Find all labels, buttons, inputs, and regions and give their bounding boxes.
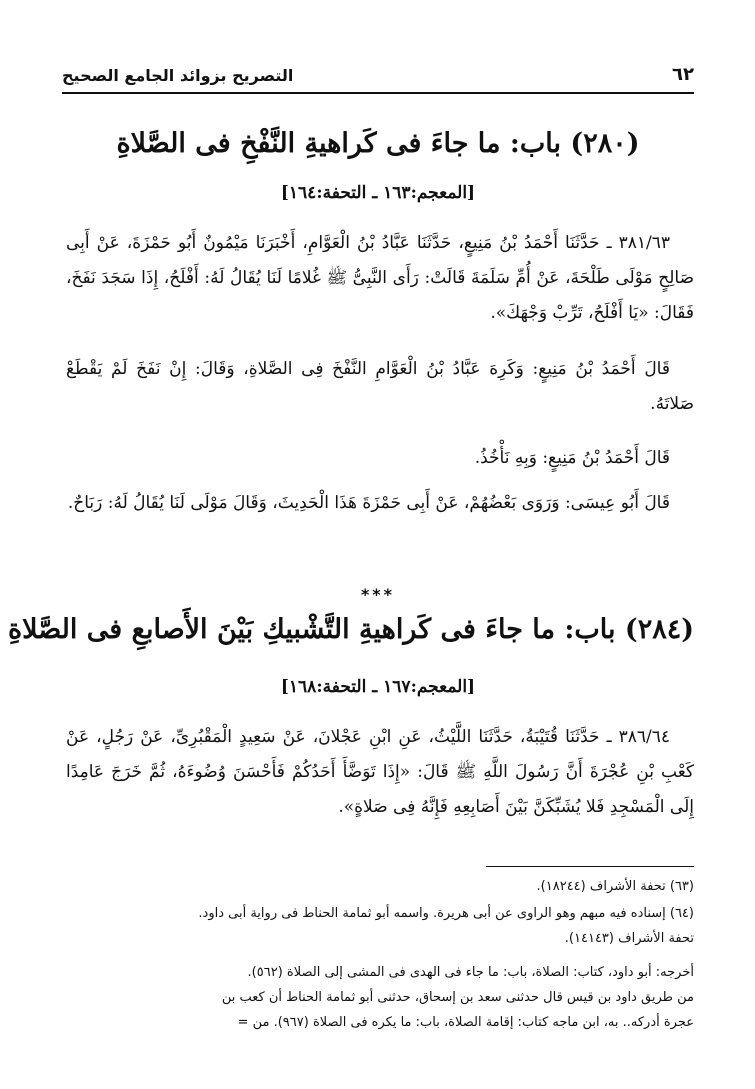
running-header <box>62 62 694 92</box>
footnote-64-line-2: تحفة الأشراف (١٤١٤٣). <box>564 931 694 946</box>
section-separator: *** <box>360 585 396 604</box>
page-number: ٦٢ <box>672 64 694 85</box>
chapter-heading-284: (٢٨٤) باب: ما جاءَ فى كَراهيةِ التَّشْبيكِ بَيْنَ الأَصابعِ فى الصَّلاةِ <box>8 614 694 645</box>
footnote-64-line-3: أخرجه: أبو داود، كتاب: الصلاة، باب: ما جاء فى الهدى فى المشى إلى الصلاة (٥٦٢). <box>247 965 694 980</box>
reference-line-284: [المعجم:١٦٧ ـ التحفة:١٦٨] <box>280 677 476 697</box>
hadith-386: ٣٨٦/٦٤ ـ حَدَّثَنَا قُتَيْبَةُ، حَدَّثَنَا اللَّيْثُ، عَنِ ابْنِ عَجْلانَ، عَنْ سَعِيدٍ الْمَقْبُرِىِّ، عَنْ رَجُلٍ، عَنْ كَعْبِ بْنِ عُجْرَةَ أَنَّ رَسُولَ اللَّهِ ﷺ قَالَ: «إِذَا تَوَضَّأَ أَحَدُكُمْ فَأَحْسَنَ وُضُوءَهُ، ثُمَّ خَرَجَ عَامِدًا إِلَى الْمَسْجِدِ فَلا يُشَبِّكَنَّ بَيْنَ أَصَابِعِهِ فَإِنَّهُ فِى صَلاةٍ». <box>66 727 694 817</box>
header-rule <box>62 92 694 94</box>
reference-line-280: [المعجم:١٦٣ ـ التحفة:١٦٤] <box>280 183 476 203</box>
footnote-64-line-4: من طريق داود بن قيس قال حدثنى سعد بن إسحاق، حدثنى أبو ثمامة الحناط أن كعب بن <box>221 990 694 1005</box>
comment-ahmad-2: قَالَ أَحْمَدُ بْنُ مَنِيعٍ: وَبِهِ نَأْخُذُ. <box>474 448 670 468</box>
footnote-64-line-5: عجرة أدركه.. به، ابن ماجه كتاب: إقامة الصلاة، باب: ما يكره فى الصلاة (٩٦٧). من = <box>237 1015 694 1030</box>
footnote-rule <box>486 866 694 867</box>
chapter-heading-280: (٢٨٠) باب: ما جاءَ فى كَراهيةِ النَّفْخِ فى الصَّلاةِ <box>116 128 640 159</box>
footnote-63: (٦٣) تحفة الأشراف (١٨٢٤٤). <box>536 879 694 894</box>
hadith-381: ٣٨١/٦٣ ـ حَدَّثَنَا أَحْمَدُ بْنُ مَنِيعٍ، حَدَّثَنَا عَبَّادُ بْنُ الْعَوَّامِ، أَخْبَرَنَا مَيْمُونٌ أَبُو حَمْزَةَ، عَنْ أَبِى صَالِحٍ مَوْلَى طَلْحَةَ، عَنْ أُمِّ سَلَمَةَ قَالَتْ: رَأَى النَّبِىُّ ﷺ غُلامًا لَنَا يُقَالُ لَهُ: أَفْلَحُ، إِذَا سَجَدَ نَفَخَ، فَقَالَ: «يَا أَفْلَحُ، تَرِّبْ وَجْهَكَ». <box>66 233 694 323</box>
comment-ahmad-1: قَالَ أَحْمَدُ بْنُ مَنِيعٍ: وَكَرِهَ عَبَّادُ بْنُ الْعَوَّامِ النَّفْخَ فِى الصَّلاةِ، وَقَالَ: إِنْ نَفَخَ لَمْ يَقْطَعْ صَلاتَهُ. <box>66 359 694 414</box>
comment-abu-isa: قَالَ أَبُو عِيسَى: وَرَوَى بَعْضُهُمْ، عَنْ أَبِى حَمْزَةَ هَذَا الْحَدِيثَ، وَقَالَ مَوْلَى لَنَا يُقَالُ لَهُ: رَبَاحٌ. <box>67 493 670 513</box>
book-title: التصريح بزوائد الجامع الصحيح <box>62 66 294 85</box>
footnote-64-line-1: (٦٤) إسناده فيه مبهم وهو الراوى عن أبى هريرة. واسمه أبو ثمامة الحناط فى رواية أبى داود. <box>198 906 694 921</box>
